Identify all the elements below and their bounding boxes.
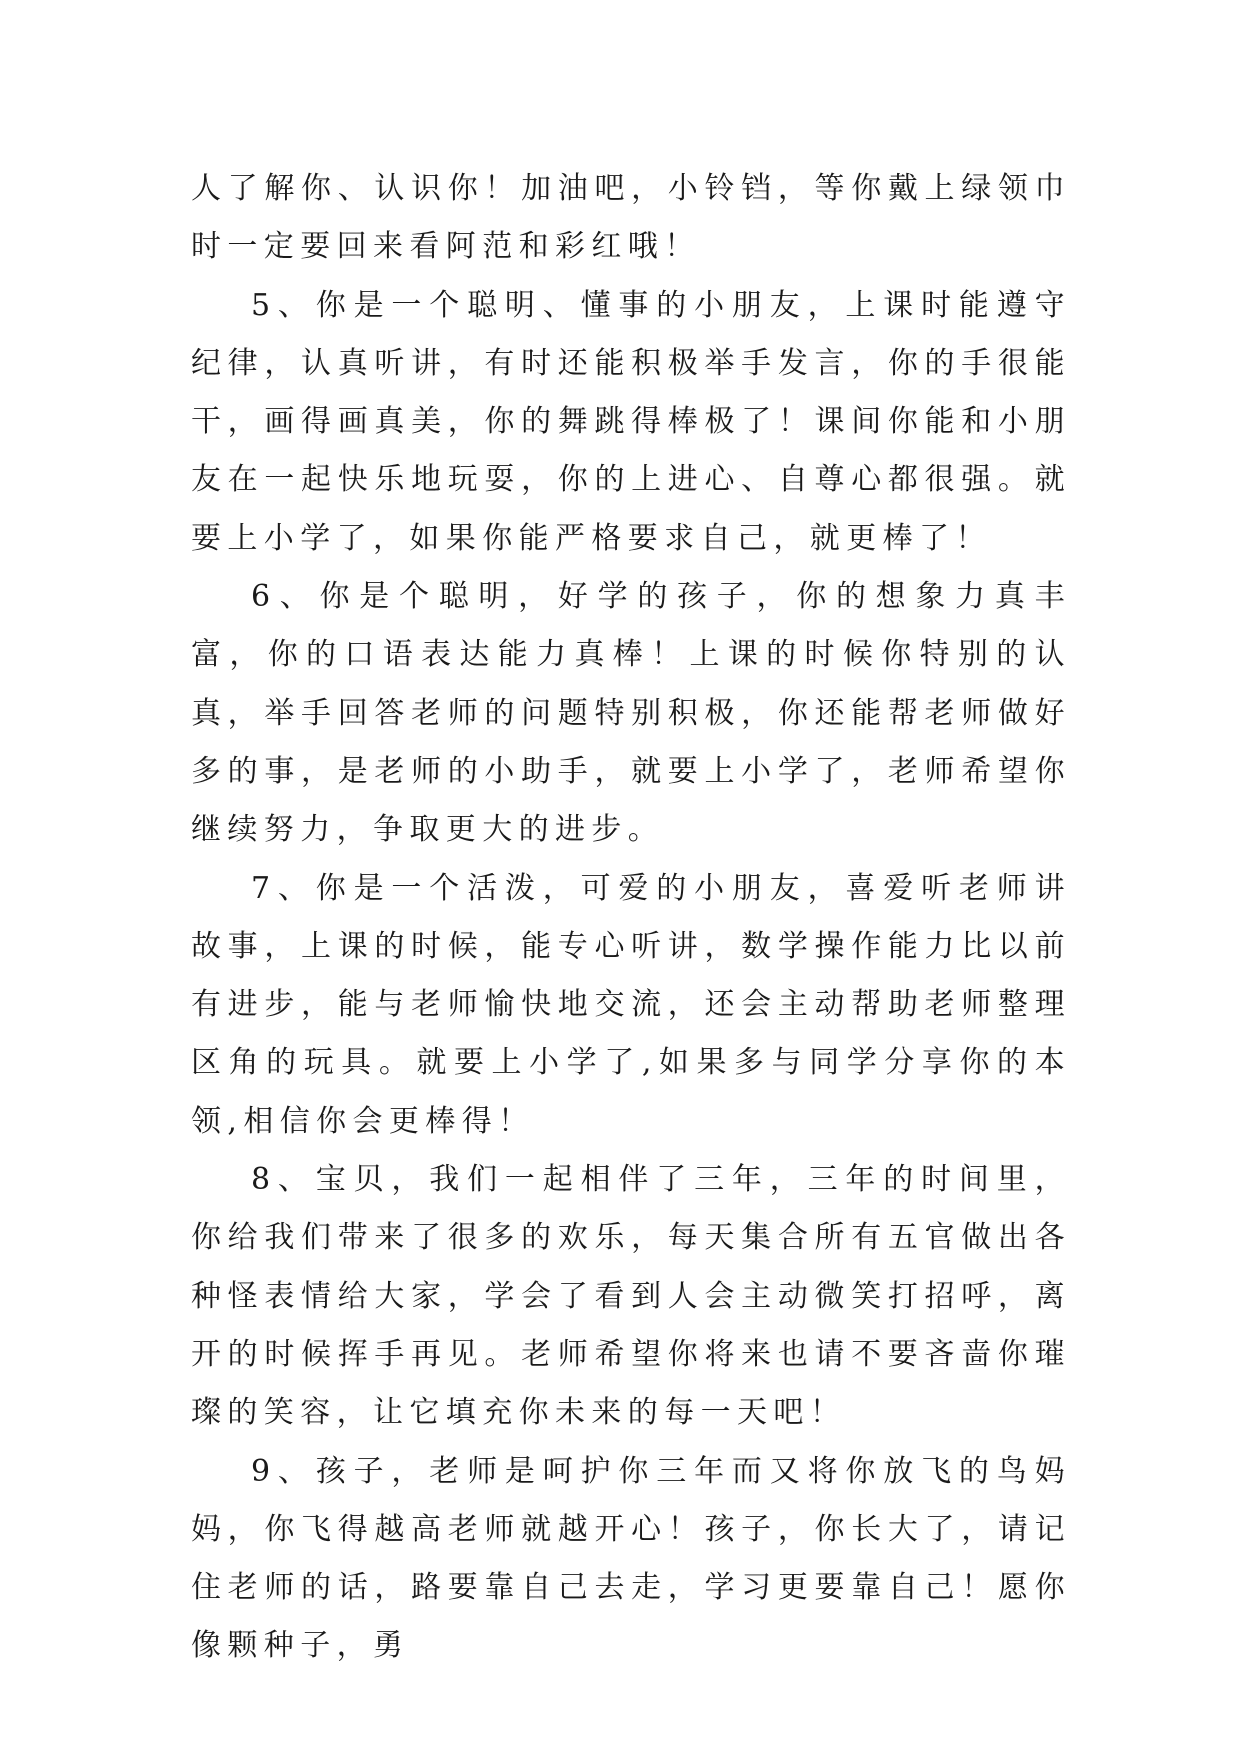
paragraph-continued: 人了解你、认识你！加油吧，小铃铛，等你戴上绿领巾时一定要回来看阿范和彩红哦！ <box>191 171 1071 265</box>
paragraph-5: 5、你是一个聪明、懂事的小朋友，上课时能遵守纪律，认真听讲，有时还能积极举手发言，你的手很能干，画得画真美，你的舞跳得棒极了！课间你能和小朋友在一起快乐地玩耍，你的上进心、自尊心都很强。就要上小学了，如果你能严格要求自己，就更棒了！ <box>191 287 1071 556</box>
paragraph-8: 8、宝贝，我们一起相伴了三年，三年的时间里，你给我们带来了很多的欢乐，每天集合所有五官做出各种怪表情给大家，学会了看到人会主动微笑打招呼，离开的时候挥手再见。老师希望你将来也请不要吝啬你璀璨的笑容，让它填充你未来的每一天吧！ <box>191 1162 1071 1431</box>
paragraph-9: 9、孩子，老师是呵护你三年而又将你放飞的鸟妈妈，你飞得越高老师就越开心！孩子，你长大了，请记住老师的话，路要靠自己去走，学习更要靠自己！愿你像颗种子，勇 <box>191 1453 1071 1664</box>
paragraph-7: 7、你是一个活泼，可爱的小朋友，喜爱听老师讲故事，上课的时候，能专心听讲，数学操作能力比以前有进步，能与老师愉快地交流，还会主动帮助老师整理区角的玩具。就要上小学了,如果多与同学分享你的本领,相信你会更棒得！ <box>191 870 1071 1139</box>
paragraph-6: 6、你是个聪明，好学的孩子，你的想象力真丰富，你的口语表达能力真棒！上课的时候你特别的认真，举手回答老师的问题特别积极，你还能帮老师做好多的事，是老师的小助手，就要上小学了，老师希望你继续努力，争取更大的进步。 <box>191 579 1071 848</box>
document-page <box>191 160 1071 1676</box>
